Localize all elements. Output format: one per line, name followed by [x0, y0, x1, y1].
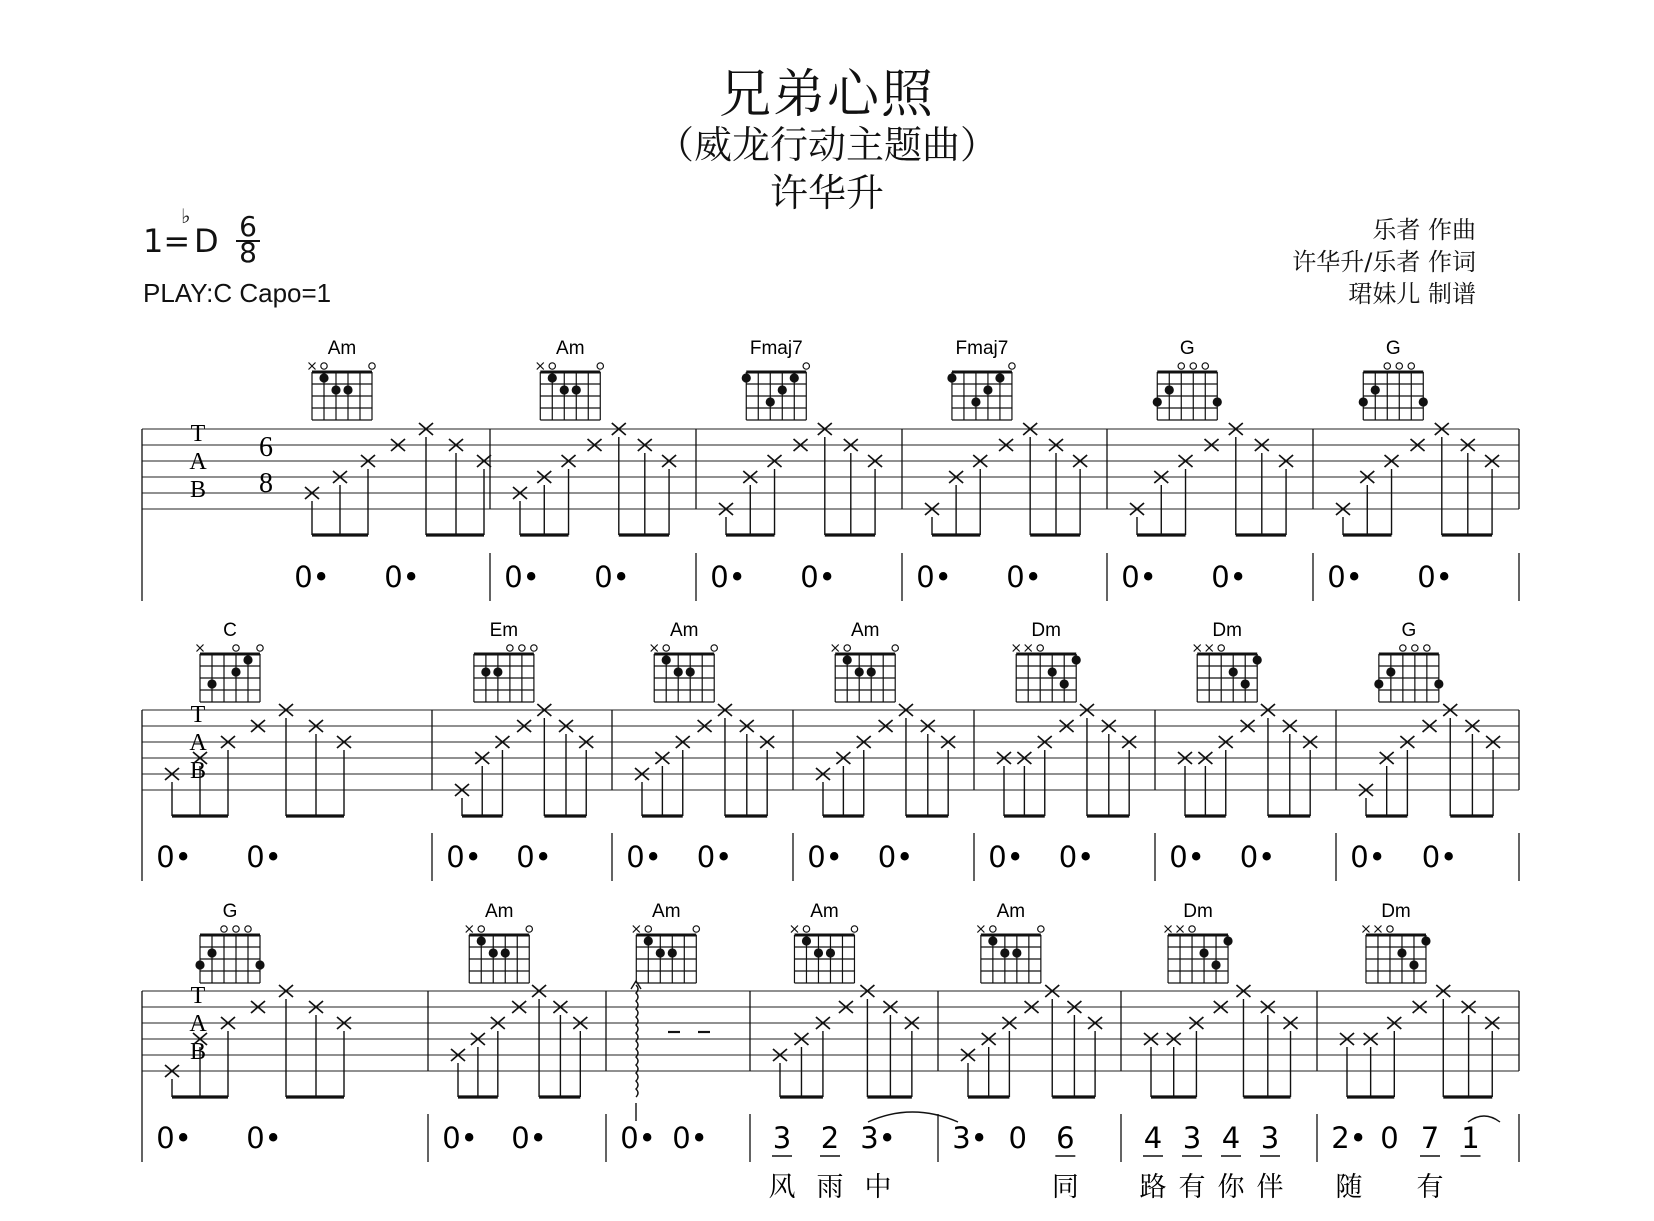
numbered-note: 0•	[156, 840, 192, 874]
lyric-char: 随	[1335, 1172, 1363, 1203]
numbered-note: 0•	[384, 560, 420, 594]
tab-clef-letter: T	[190, 702, 206, 728]
numbered-note: 0•	[1169, 840, 1205, 874]
numbered-note: 0•	[696, 840, 733, 874]
numbered-note: 0•	[294, 560, 330, 594]
open-string-marker	[990, 926, 996, 932]
lyric-char: 中	[864, 1172, 892, 1203]
tab-clef-letter: T	[190, 983, 206, 1009]
numbered-note: 0•	[1421, 840, 1458, 874]
numbered-note: 4	[1221, 1121, 1241, 1155]
finger-dot	[207, 948, 216, 957]
open-string-marker	[221, 926, 227, 932]
lyric-char: 有	[1416, 1172, 1444, 1203]
finger-dot	[686, 667, 695, 676]
open-string-marker	[892, 645, 898, 651]
lyric-char: 伴	[1256, 1172, 1284, 1203]
tab-system-3	[142, 901, 1519, 1203]
tab-system-1	[142, 338, 1519, 601]
finger-dot	[255, 960, 264, 969]
finger-dot	[1165, 385, 1174, 394]
finger-dot	[662, 655, 671, 664]
chord-diagram	[832, 645, 899, 703]
tab-clef-letter: T	[190, 421, 206, 447]
numbered-note: 0•	[807, 840, 843, 874]
chord-diagram	[1362, 926, 1430, 984]
open-string-marker	[851, 926, 857, 932]
open-string-marker	[369, 363, 375, 369]
chord-diagram	[1359, 363, 1428, 420]
numbered-note: 3•	[952, 1121, 988, 1155]
open-string-marker	[1178, 363, 1184, 369]
numbered-note: 0•	[916, 560, 952, 594]
finger-dot	[778, 385, 787, 394]
numbered-note: 0•	[800, 560, 836, 594]
finger-dot	[548, 373, 557, 382]
finger-dot	[971, 397, 980, 406]
chord-name-label: Dm	[1183, 901, 1213, 922]
numbered-note: 0•	[620, 1121, 656, 1155]
chord-diagram	[537, 363, 604, 421]
numbered-note: 0•	[442, 1121, 478, 1155]
finger-dot	[493, 667, 502, 676]
chord-diagram	[1013, 645, 1081, 703]
lyric-char: 有	[1178, 1172, 1206, 1203]
open-string-marker	[233, 926, 239, 932]
numbered-note: 0•	[1417, 560, 1453, 594]
key-prefix: 1=	[143, 222, 191, 260]
open-string-marker	[257, 645, 263, 651]
finger-dot	[231, 667, 240, 676]
open-string-marker	[1408, 363, 1414, 369]
finger-dot	[1213, 397, 1222, 406]
finger-dot	[331, 385, 340, 394]
chord-diagram	[195, 926, 264, 983]
finger-dot	[1072, 655, 1081, 664]
numbered-note: 0•	[1211, 560, 1247, 594]
lyric-char: 风	[768, 1172, 796, 1203]
chord-diagram	[651, 645, 718, 703]
open-string-marker	[803, 363, 809, 369]
arpeggio-wave	[636, 985, 638, 1097]
open-string-marker	[1009, 363, 1015, 369]
finger-dot	[855, 667, 864, 676]
tab-clef-letter: A	[189, 449, 207, 475]
song-subtitle: （威龙行动主题曲）	[655, 123, 998, 167]
finger-dot	[1000, 948, 1009, 957]
chord-name-label: Am	[556, 338, 585, 359]
finger-dot	[826, 948, 835, 957]
open-string-marker	[321, 363, 327, 369]
numbered-note: 0•	[1350, 840, 1386, 874]
finger-dot	[319, 373, 328, 382]
chord-name-label: Dm	[1031, 620, 1061, 641]
chord-diagram	[197, 645, 264, 703]
finger-dot	[1371, 385, 1380, 394]
numbered-note: 3	[1260, 1121, 1280, 1155]
chord-diagram	[474, 645, 537, 702]
chord-name-label: Am	[327, 338, 357, 359]
numbered-note: 3•	[860, 1121, 896, 1155]
open-string-marker	[531, 645, 537, 651]
numbered-note: 3	[1182, 1121, 1202, 1155]
open-string-marker	[233, 645, 239, 651]
numbered-note: 0•	[511, 1121, 547, 1155]
finger-dot	[1386, 667, 1395, 676]
open-string-marker	[478, 926, 484, 932]
finger-dot	[207, 679, 216, 688]
chord-name-label: G	[1385, 338, 1401, 359]
numbered-note: 0•	[626, 840, 662, 874]
lyric-char: 雨	[816, 1172, 844, 1203]
tab-time-sig-top: 6	[259, 432, 273, 463]
chord-name-label: C	[223, 620, 237, 641]
finger-dot	[1397, 948, 1406, 957]
finger-dot	[1199, 948, 1208, 957]
open-string-marker	[549, 363, 555, 369]
finger-dot	[1434, 679, 1443, 688]
play-capo-info: PLAY:C Capo=1	[143, 278, 332, 308]
finger-dot	[1229, 667, 1238, 676]
credit-transcriber: 珺妹儿 制谱	[1348, 280, 1476, 308]
chord-diagram	[466, 926, 533, 984]
numbered-note: 0•	[446, 840, 482, 874]
lyric-char: 你	[1217, 1172, 1245, 1203]
numbered-note: 0•	[504, 560, 540, 594]
chord-name-label: G	[1179, 338, 1195, 359]
finger-dot	[656, 948, 665, 957]
numbered-note: 7	[1420, 1121, 1440, 1155]
open-string-marker	[645, 926, 651, 932]
chord-diagram	[1374, 645, 1443, 702]
chord-diagram	[1165, 926, 1233, 984]
finger-dot	[766, 397, 775, 406]
open-string-marker	[1189, 926, 1195, 932]
chord-name-label: Em	[489, 620, 519, 641]
finger-dot	[243, 655, 252, 664]
chord-name-label: Am	[652, 901, 681, 922]
chord-name-label: G	[1401, 620, 1417, 641]
open-string-marker	[1218, 645, 1224, 651]
finger-dot	[1048, 667, 1057, 676]
finger-dot	[1253, 655, 1262, 664]
chord-name-label: G	[222, 901, 238, 922]
finger-dot	[644, 936, 653, 945]
finger-dot	[1409, 960, 1418, 969]
open-string-marker	[507, 645, 513, 651]
open-string-marker	[1412, 645, 1418, 651]
finger-dot	[195, 960, 204, 969]
finger-dot	[343, 385, 352, 394]
finger-dot	[1012, 948, 1021, 957]
finger-dot	[1223, 936, 1232, 945]
credit-composer: 乐者 作曲	[1372, 216, 1476, 244]
finger-dot	[1419, 397, 1428, 406]
chord-diagram	[742, 363, 810, 420]
chord-diagram	[633, 926, 700, 984]
finger-dot	[988, 936, 997, 945]
tab-time-sig-bottom: 8	[259, 468, 273, 499]
numbered-note: 0•	[516, 840, 552, 874]
finger-dot	[489, 948, 498, 957]
numbered-note: 0•	[1239, 840, 1276, 874]
finger-dot	[790, 373, 799, 382]
finger-dot	[814, 948, 823, 957]
time-signature-top: 6	[239, 210, 257, 243]
open-string-marker	[693, 926, 699, 932]
key-flat-sign: ♭	[181, 204, 191, 228]
chord-name-label: Fmaj7	[749, 338, 803, 359]
open-string-marker	[526, 926, 532, 932]
finger-dot	[983, 385, 992, 394]
tab-clef-letter: B	[189, 477, 207, 503]
credit-lyricist: 许华升/乐者 作词	[1292, 248, 1476, 276]
tab-clef-letter: A	[189, 730, 207, 756]
finger-dot	[867, 667, 876, 676]
numbered-note: 0	[1008, 1121, 1027, 1155]
finger-dot	[560, 385, 569, 394]
tab-system-2	[142, 620, 1519, 881]
numbered-note: 0•	[1058, 840, 1095, 874]
finger-dot	[477, 936, 486, 945]
numbered-note: 0•	[1327, 560, 1363, 594]
finger-dot	[995, 373, 1004, 382]
finger-dot	[1241, 679, 1250, 688]
numbered-note: 3	[772, 1121, 792, 1155]
key-note: D	[194, 222, 219, 260]
finger-dot	[668, 948, 677, 957]
finger-dot	[1359, 397, 1368, 406]
open-string-marker	[245, 926, 251, 932]
open-string-marker	[1038, 926, 1044, 932]
open-string-marker	[1190, 363, 1196, 369]
artist-name: 许华升	[769, 171, 884, 215]
numbered-note: 2•	[1331, 1121, 1367, 1155]
numbered-note: 0•	[246, 840, 282, 874]
chord-name-label: Am	[669, 620, 699, 641]
chord-diagram	[1194, 645, 1262, 703]
numbered-note: 0•	[1006, 560, 1042, 594]
open-string-marker	[1202, 363, 1208, 369]
numbered-note: 6	[1056, 1121, 1075, 1155]
chord-diagram	[791, 926, 858, 984]
chord-name-label: Am	[810, 901, 839, 922]
finger-dot	[501, 948, 510, 957]
numbered-note: 0•	[988, 840, 1024, 874]
song-title: 兄弟心照	[718, 65, 935, 125]
numbered-note: 0•	[877, 840, 914, 874]
finger-dot	[572, 385, 581, 394]
numbered-note: 4	[1143, 1121, 1163, 1155]
numbered-note: 2	[820, 1121, 840, 1155]
finger-dot	[481, 667, 490, 676]
chord-name-label: Dm	[1381, 901, 1411, 922]
chord-name-label: Fmaj7	[955, 338, 1009, 359]
chord-diagram	[947, 363, 1015, 420]
tab-clef-letter: B	[189, 1039, 207, 1065]
open-string-marker	[803, 926, 809, 932]
finger-dot	[1421, 936, 1430, 945]
open-string-marker	[711, 645, 717, 651]
finger-dot	[947, 373, 956, 382]
open-string-marker	[519, 645, 525, 651]
chord-name-label: Am	[850, 620, 880, 641]
tab-clef-letter: B	[189, 758, 207, 784]
tab-clef-letter: A	[189, 1011, 207, 1037]
numbered-note: 1	[1461, 1121, 1480, 1155]
finger-dot	[1211, 960, 1220, 969]
chord-diagram	[977, 926, 1044, 984]
finger-dot	[1374, 679, 1383, 688]
time-signature-bottom: 8	[239, 236, 257, 269]
lyric-char: 同	[1051, 1172, 1079, 1203]
open-string-marker	[844, 645, 850, 651]
numbered-note: 0	[1380, 1121, 1399, 1155]
chord-name-label: Am	[484, 901, 514, 922]
open-string-marker	[1384, 363, 1390, 369]
numbered-note: 0•	[710, 560, 746, 594]
open-string-marker	[1037, 645, 1043, 651]
chord-diagram	[309, 363, 376, 421]
lyric-char: 路	[1139, 1172, 1167, 1203]
open-string-marker	[1400, 645, 1406, 651]
finger-dot	[674, 667, 683, 676]
finger-dot	[802, 936, 811, 945]
numbered-note: 0•	[672, 1121, 708, 1155]
finger-dot	[742, 373, 751, 382]
open-string-marker	[597, 363, 603, 369]
numbered-note: 0•	[594, 560, 630, 594]
numbered-note: 0•	[1121, 560, 1157, 594]
numbered-note: 0•	[246, 1121, 282, 1155]
chord-name-label: Am	[996, 901, 1026, 922]
finger-dot	[1153, 397, 1162, 406]
numbered-note: 0•	[156, 1121, 192, 1155]
open-string-marker	[663, 645, 669, 651]
open-string-marker	[1396, 363, 1402, 369]
finger-dot	[843, 655, 852, 664]
finger-dot	[1060, 679, 1069, 688]
open-string-marker	[1424, 645, 1430, 651]
chord-name-label: Dm	[1212, 620, 1242, 641]
open-string-marker	[1387, 926, 1393, 932]
chord-diagram	[1153, 363, 1222, 420]
